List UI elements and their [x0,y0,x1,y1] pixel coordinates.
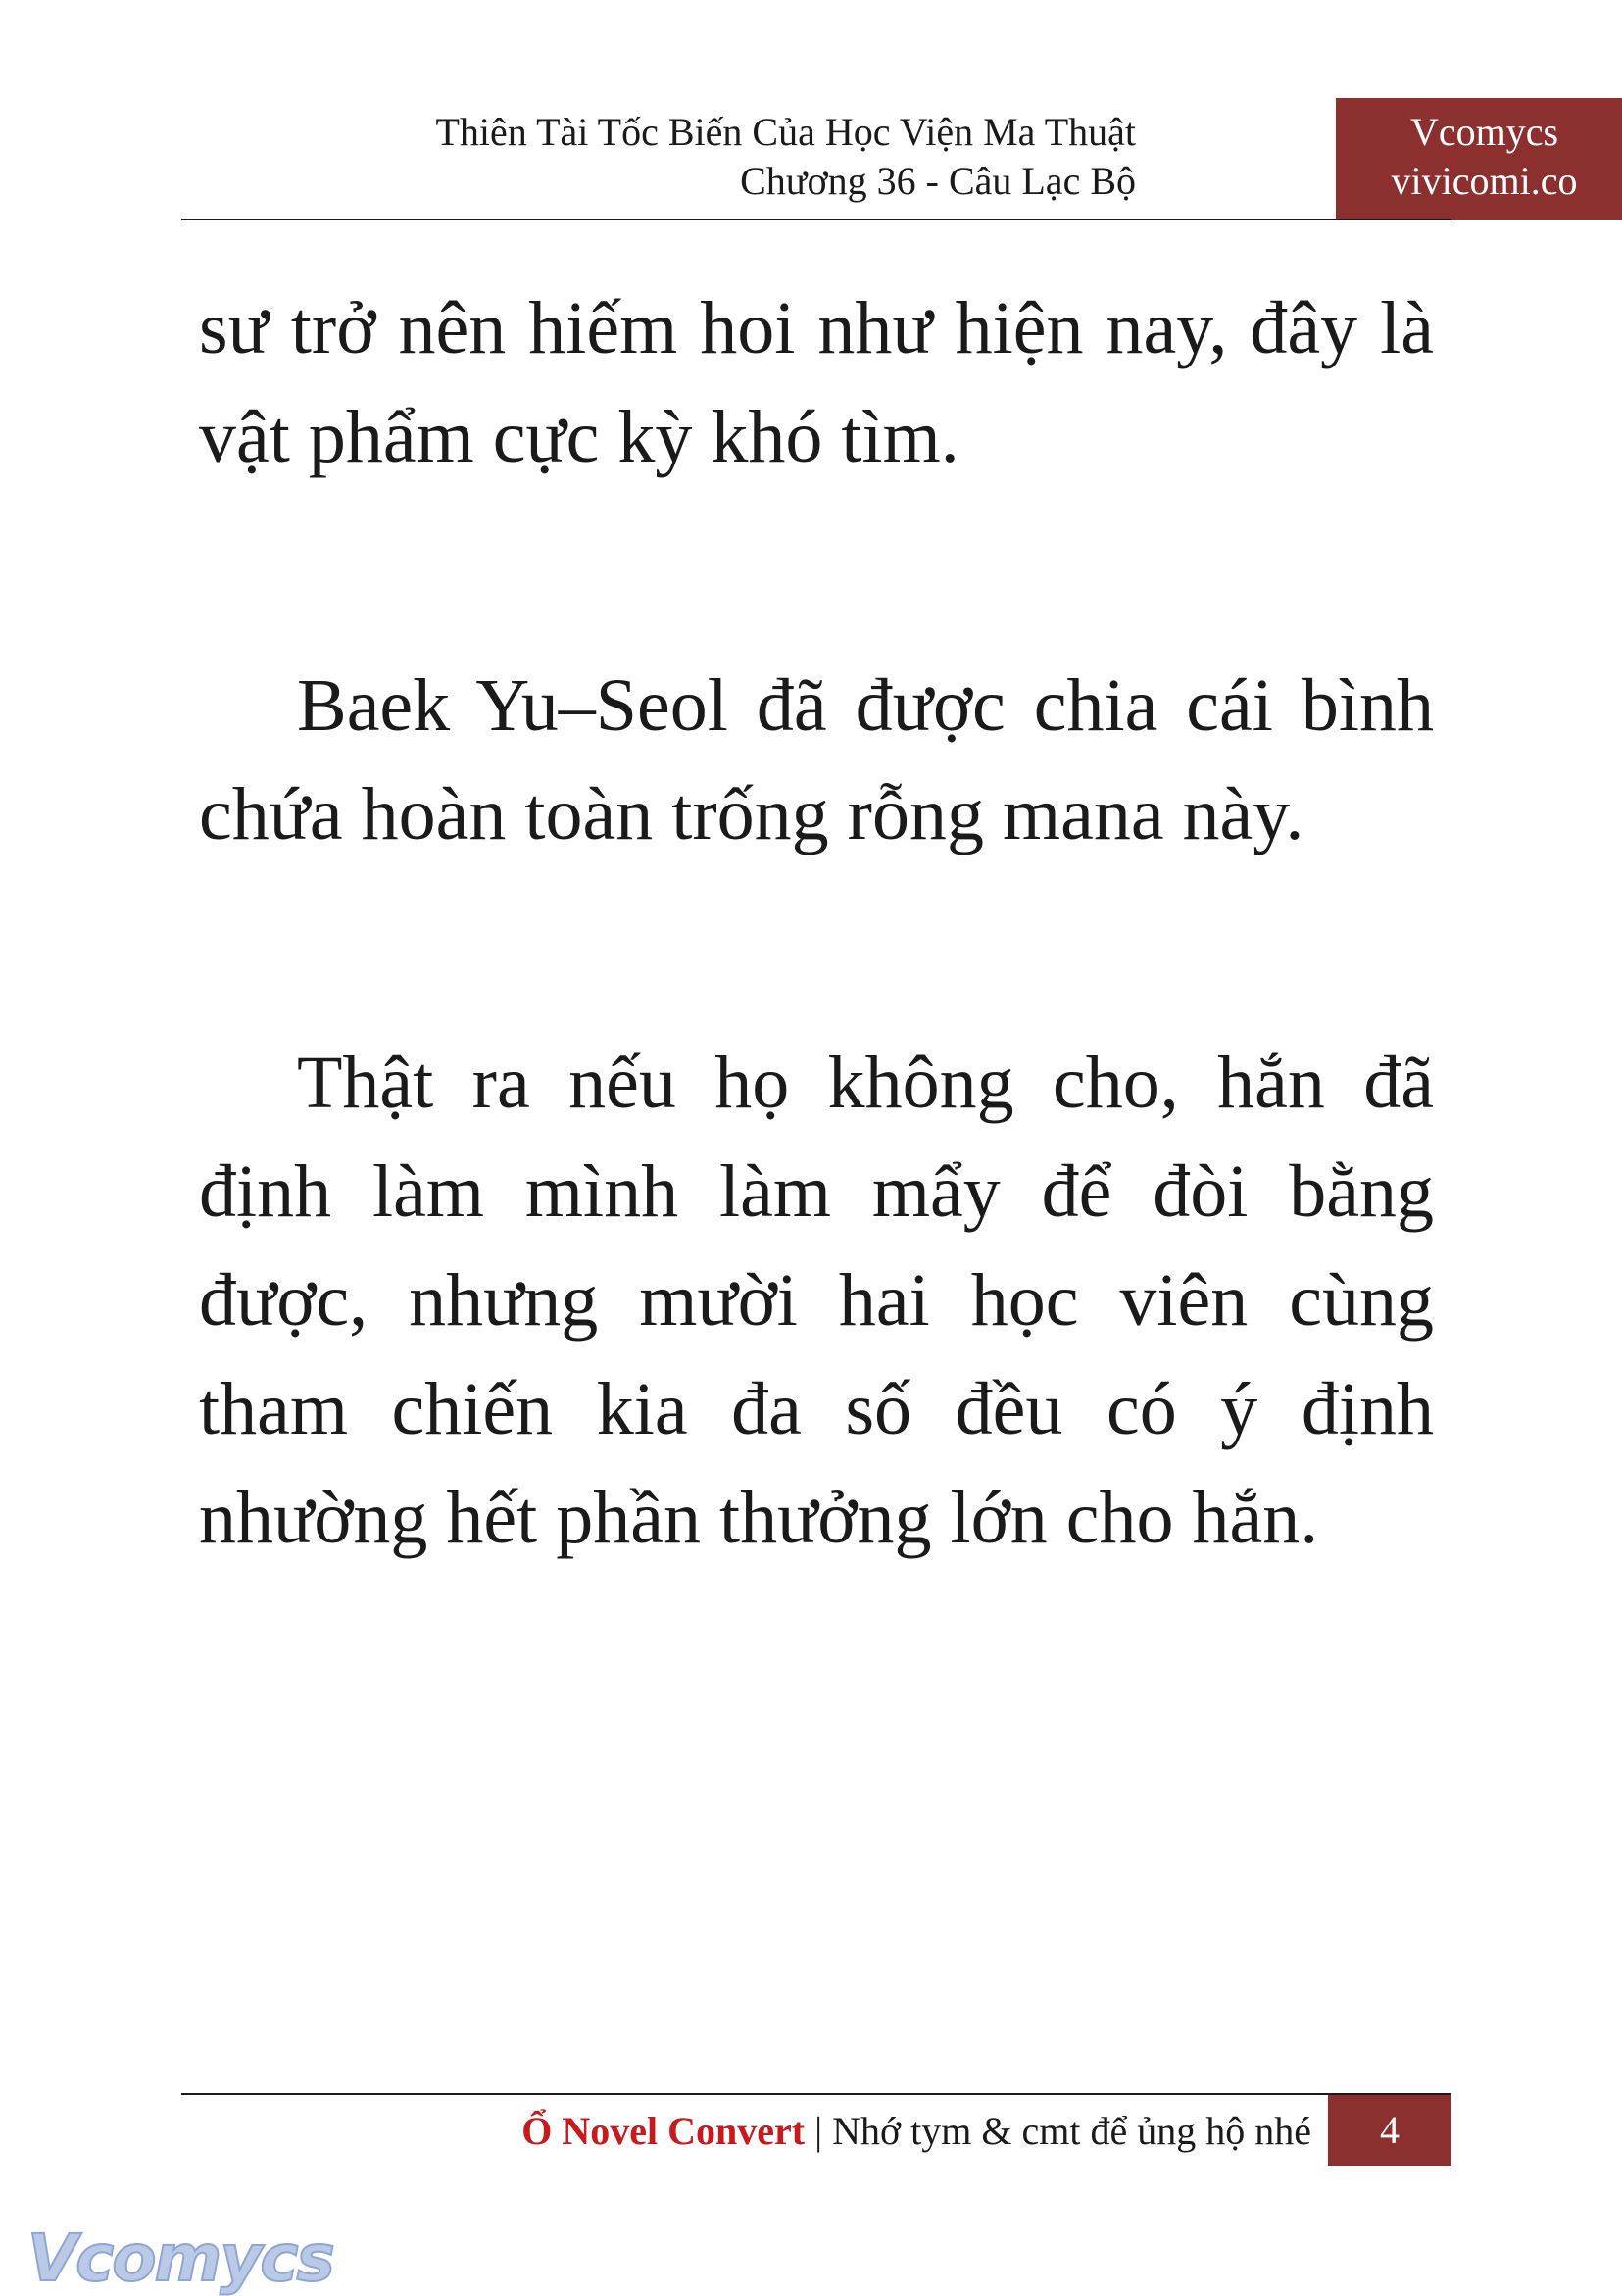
chapter-body [199,274,1434,1573]
site-name: Vcomycs [1409,110,1559,154]
header-divider [181,219,1451,220]
paragraph: Thật ra nếu họ không cho, hắn đã định làm mình làm mẩy để đòi bằng được, nhưng mười hai học viên cùng tham chiến kia đa số đều có ý định nhường hết phần thưởng lớn cho hắn. [199,1042,1434,1559]
footer-brand: Ổ Novel Convert [521,2109,806,2153]
page-footer [181,2095,1451,2166]
page-number: 4 [1328,2095,1451,2166]
page-header [181,98,1578,220]
footer-message: Nhớ tym & cmt để ủng hộ nhé [832,2109,1311,2153]
book-title: Thiên Tài Tốc Biến Của Học Viện Ma Thuật [435,110,1136,154]
paragraph: sư trở nên hiếm hoi như hiện nay, đây là vật phẩm cực kỳ khó tìm. [199,287,1434,478]
watermark-logo: Vcomycs [27,2221,333,2296]
site-url: vivicomi.co [1391,159,1578,203]
site-badge [1336,98,1622,220]
paragraph: Baek Yu–Seol đã được chia cái bình chứa hoàn toàn trống rỗng mana này. [199,664,1434,855]
footer-text [521,2107,1311,2156]
header-titles [436,108,1137,206]
footer-separator: | [814,2109,823,2153]
chapter-title: Chương 36 - Câu Lạc Bộ [740,159,1136,203]
